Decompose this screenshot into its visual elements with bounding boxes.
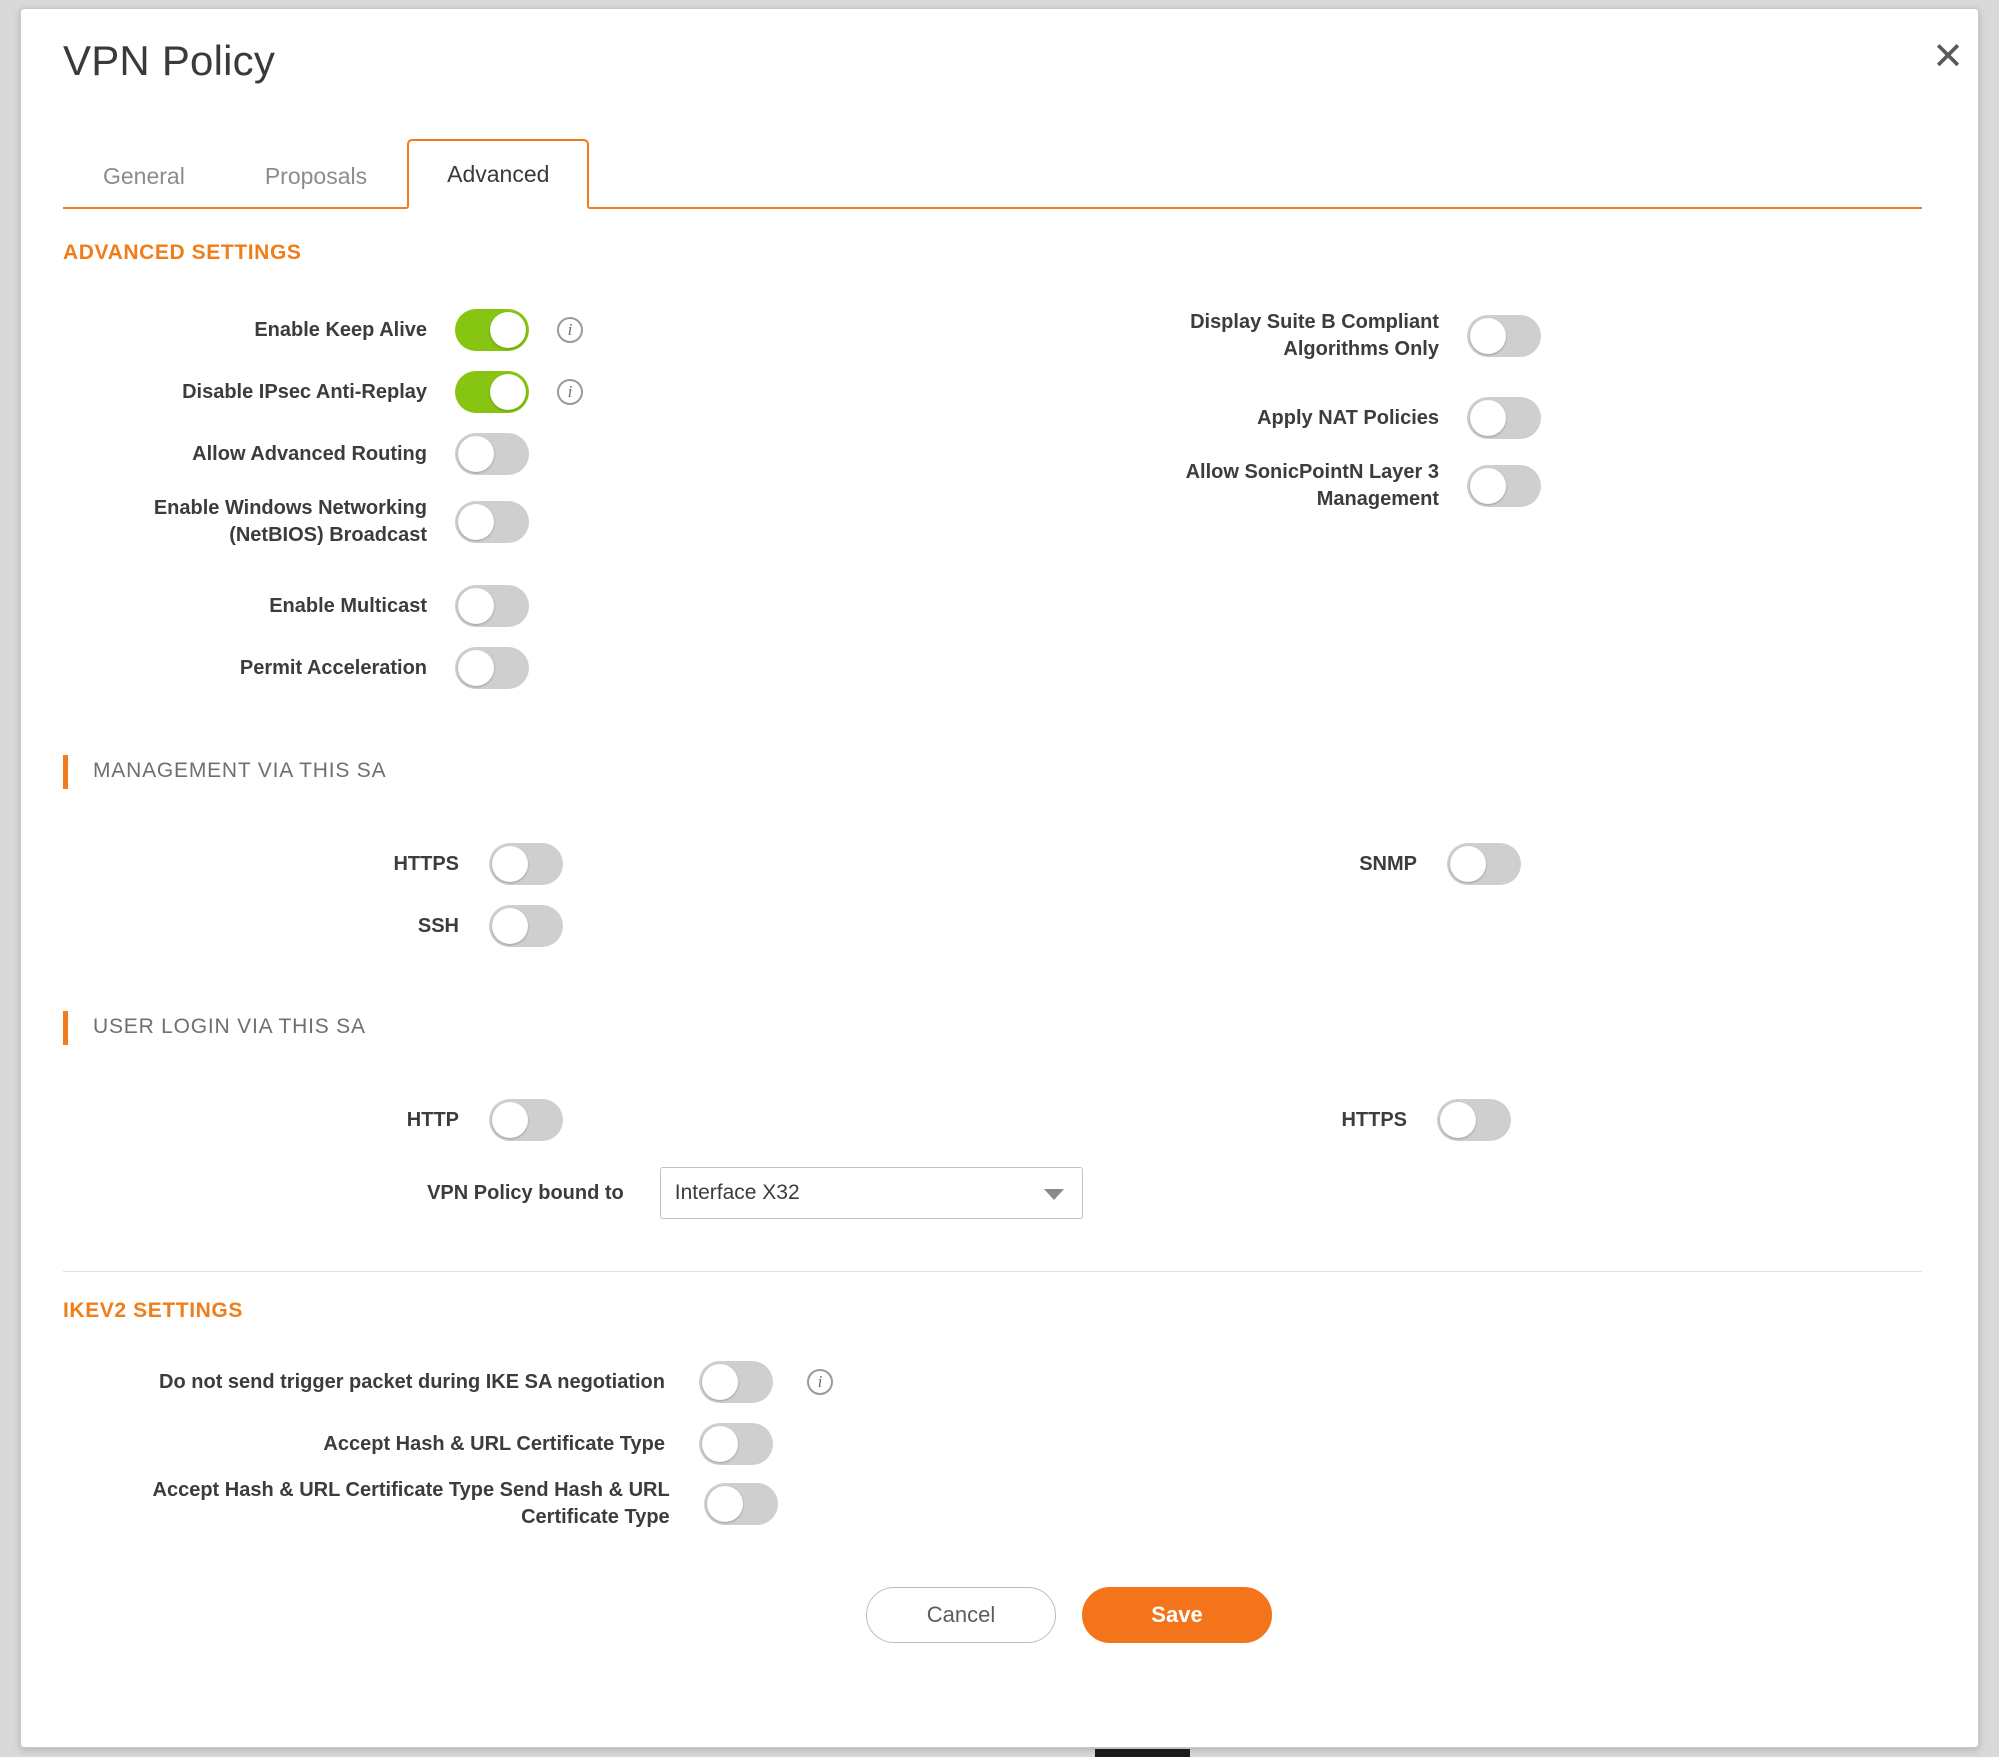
row-enable-multicast bbox=[63, 585, 583, 627]
toggle-knob bbox=[458, 436, 494, 472]
toggle-management-ssh[interactable] bbox=[489, 905, 563, 947]
row-label: Apply NAT Policies bbox=[1257, 406, 1439, 429]
chevron-down-icon bbox=[1044, 1189, 1064, 1200]
toggle-knob bbox=[490, 312, 526, 348]
page-title: VPN Policy bbox=[63, 37, 276, 84]
row-user-login-https bbox=[1041, 1099, 1511, 1141]
row-management-snmp bbox=[1041, 843, 1521, 885]
row-management-https bbox=[63, 843, 563, 885]
toggle-knob bbox=[707, 1486, 743, 1522]
toggle-disable-ipsec-anti-replay[interactable] bbox=[455, 371, 529, 413]
advanced-settings-heading: ADVANCED SETTINGS bbox=[63, 241, 302, 264]
select-value: Interface X32 bbox=[674, 1181, 800, 1204]
row-apply-nat-policies bbox=[1041, 397, 1541, 439]
row-display-suite-b-only bbox=[1041, 309, 1541, 363]
row-no-trigger-packet bbox=[63, 1361, 833, 1403]
row-label: Accept Hash & URL Certificate Type Send Hash & URL Certificate Type bbox=[152, 1479, 670, 1528]
toggle-knob bbox=[1470, 400, 1506, 436]
row-label: HTTPS bbox=[1341, 1108, 1407, 1131]
toggle-allow-advanced-routing[interactable] bbox=[455, 433, 529, 475]
toggle-enable-multicast[interactable] bbox=[455, 585, 529, 627]
toggle-send-hash-url-cert-type[interactable] bbox=[704, 1483, 778, 1525]
divider bbox=[63, 1271, 1922, 1272]
toggle-knob bbox=[458, 504, 494, 540]
toggle-management-snmp[interactable] bbox=[1447, 843, 1521, 885]
tab-general[interactable]: General bbox=[103, 163, 185, 189]
tab-advanced[interactable]: Advanced bbox=[407, 139, 589, 209]
row-enable-netbios-broadcast bbox=[63, 495, 583, 549]
toggle-knob bbox=[492, 908, 528, 944]
row-accept-hash-url-cert-type bbox=[63, 1423, 833, 1465]
toggle-knob bbox=[492, 846, 528, 882]
vpn-policy-dialog bbox=[20, 8, 1979, 1748]
row-disable-ipsec-anti-replay bbox=[63, 371, 583, 413]
toggle-permit-acceleration[interactable] bbox=[455, 647, 529, 689]
info-icon[interactable]: i bbox=[557, 317, 583, 343]
toggle-knob bbox=[1470, 318, 1506, 354]
toggle-knob bbox=[492, 1102, 528, 1138]
toggle-knob bbox=[458, 650, 494, 686]
row-label: Disable IPsec Anti-Replay bbox=[182, 380, 427, 403]
toggle-user-login-https[interactable] bbox=[1437, 1099, 1511, 1141]
row-label: HTTPS bbox=[393, 852, 459, 875]
vpn-policy-bound-to-select[interactable] bbox=[660, 1167, 1083, 1219]
row-management-ssh bbox=[63, 905, 563, 947]
user-login-via-sa-heading: USER LOGIN VIA THIS SA bbox=[63, 1015, 366, 1039]
save-button[interactable]: Save bbox=[1082, 1587, 1272, 1643]
toggle-knob bbox=[702, 1364, 738, 1400]
toggle-apply-nat-policies[interactable] bbox=[1467, 397, 1541, 439]
row-allow-sonicpointn-l3-mgmt bbox=[1041, 459, 1541, 513]
row-allow-advanced-routing bbox=[63, 433, 583, 475]
row-label: Enable Keep Alive bbox=[254, 318, 427, 341]
management-via-sa-heading: MANAGEMENT VIA THIS SA bbox=[63, 759, 386, 783]
toggle-no-trigger-packet[interactable] bbox=[699, 1361, 773, 1403]
info-icon[interactable]: i bbox=[807, 1369, 833, 1395]
toggle-management-https[interactable] bbox=[489, 843, 563, 885]
row-label: Permit Acceleration bbox=[239, 656, 427, 679]
row-label: SNMP bbox=[1359, 852, 1417, 875]
row-label: Do not send trigger packet during IKE SA negotiation bbox=[159, 1370, 665, 1393]
row-enable-keep-alive bbox=[63, 309, 583, 351]
toggle-knob bbox=[458, 588, 494, 624]
row-permit-acceleration bbox=[63, 647, 583, 689]
ikev2-settings-heading: IKEV2 SETTINGS bbox=[63, 1299, 243, 1322]
info-icon[interactable]: i bbox=[557, 379, 583, 405]
toggle-knob bbox=[1470, 468, 1506, 504]
toggle-enable-netbios-broadcast[interactable] bbox=[455, 501, 529, 543]
dialog-footer bbox=[866, 1587, 1272, 1643]
row-vpn-policy-bound-to bbox=[63, 1167, 1083, 1219]
toggle-user-login-http[interactable] bbox=[489, 1099, 563, 1141]
tab-bar bbox=[63, 146, 1922, 209]
vpn-policy-bound-to-label: VPN Policy bound to bbox=[427, 1181, 624, 1204]
cancel-button[interactable]: Cancel bbox=[866, 1587, 1056, 1643]
row-user-login-http bbox=[63, 1099, 563, 1141]
toggle-allow-sonicpointn-l3-mgmt[interactable] bbox=[1467, 465, 1541, 507]
toggle-accept-hash-url-cert-type[interactable] bbox=[699, 1423, 773, 1465]
toggle-knob bbox=[1450, 846, 1486, 882]
toggle-knob bbox=[1440, 1102, 1476, 1138]
toggle-knob bbox=[702, 1426, 738, 1462]
row-label: HTTP bbox=[406, 1108, 459, 1131]
toggle-knob bbox=[490, 374, 526, 410]
taskbar-indicator bbox=[1095, 1749, 1190, 1757]
row-label: Allow SonicPointN Layer 3 Management bbox=[1185, 461, 1439, 510]
close-icon[interactable]: ✕ bbox=[1932, 34, 1964, 78]
row-label: Accept Hash & URL Certificate Type bbox=[323, 1432, 665, 1455]
tab-proposals[interactable]: Proposals bbox=[264, 163, 368, 189]
toggle-display-suite-b-only[interactable] bbox=[1467, 315, 1541, 357]
row-label: SSH bbox=[417, 914, 459, 937]
toggle-enable-keep-alive[interactable] bbox=[455, 309, 529, 351]
row-send-hash-url-cert-type bbox=[63, 1477, 833, 1531]
row-label: Allow Advanced Routing bbox=[192, 442, 427, 465]
row-label: Enable Multicast bbox=[269, 594, 427, 617]
row-label: Display Suite B Compliant Algorithms Only bbox=[1190, 311, 1439, 360]
row-label: Enable Windows Networking (NetBIOS) Broadcast bbox=[153, 497, 427, 546]
